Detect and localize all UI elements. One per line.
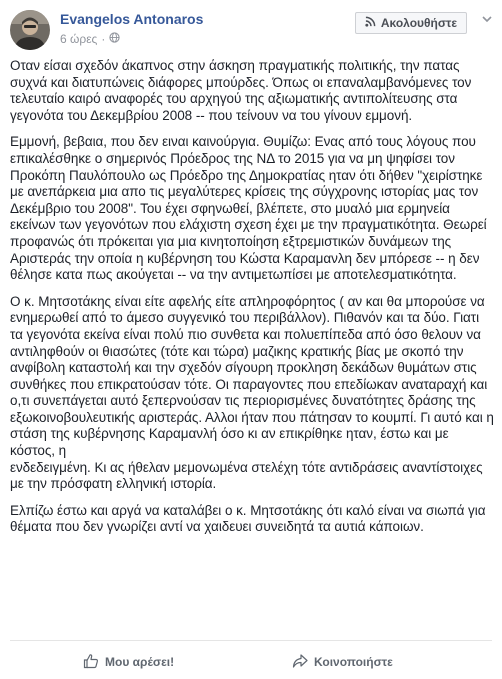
post-meta [60, 32, 120, 46]
post-timestamp[interactable]: 6 ώρες [60, 32, 98, 46]
post-paragraph: Ο κ. Μητσοτάκης είναι είτε αφελής είτε απληροφόρητος ( αν και θα μπορούσε να ενημερωθεί από το άμεσο συγγενικό του περιβάλλον). Πιθανόν και τα δύο. Γιατι τα γεγονότα εκείνα είναι πολύ πιο συνθετα και πολυεπίπεδα από όσο θελουν να αντιληφθούν οι θιασώτες (τότε και τώρα) μαζικης κρατικής βίας με σκοπό την ανφίβολη καταστολή και την σχεδόν σίγουρη προκληση δεκάδων θυμάτων στις συνθήκες που επικρατούσαν τότε. Οι παραγοντες που επεδίωκαν αναταραχή και ο,τι συνεπάγεται αυτό ξεπερνούσαν τις περιορισμένες δυνατότητες δράσης της εξωκοινοβουλευτικής αριστεράς. Αλλοι ήταν που πάτησαν το κουμπί. Γι αυτό και η στάση της κυβέρνησης Καραμανλή όσο κι αν επικρίθηκε ηταν, έστω και με κόστος, η [10, 293, 494, 459]
post-paragraph: Εμμονή, βεβαια, που δεν ειναι καινούργια. Θυμίζω: Ενας από τους λόγους που επικαλέσθηκε ο σημερινός Πρόεδρος της ΝΔ το 2015 για να μη ψηφίσει τον Προκόπη Παυλόπουλο ως Πρόεδρο της Δημοκρατίας ηταν ότι δήθεν "χειρίστηκε με ανεπάρκεια μια απο τις μεγαλύτερες κρίσεις της σύγχρονης ιστορίας μας τον Δεκέμβριο του 2008". Του έχει σφηνωθεί, βλέπετε, στο μυαλό μια ερμηνεία εκείνων των γεγονότων που ελάχιστη σχεση έχει με την πραγματικότητα. Θεωρεί προφανώς ότι πρόκειται για μια κινητοποίηση εξτρεμιστικών δυνάμεων της Αριστεράς την οποία η κυβέρνηση του Κώστα Καραμανλη δεν μπόρεσε -- η δεν θέλησε κατα πως ακούγεται -- να την αντιμετωπίσει με αποτελεσματικότητα. [10, 134, 487, 283]
post-actions-bar [0, 640, 502, 679]
separator-dot: · [101, 32, 106, 46]
rss-icon [365, 16, 376, 30]
share-button[interactable] [292, 653, 393, 671]
globe-icon[interactable] [109, 32, 120, 46]
share-icon [292, 653, 308, 672]
post-paragraph: ενδεδειγμένη. Κι ας ήθελαν μεμονωμένα στελέχη τότε αντιδράσεις αναντίστοιχες με την πρόσφατη ελληνική ιστορία. [10, 459, 483, 492]
post-paragraph: Ελπίζω έστω και αργά να καταλάβει ο κ. Μητσοτάκης ότι καλό είναι να σιωπά για θέματα που δεν γνωρίζει αντί να χαιδευει συνειδητά τα αυτιά κάποιων. [10, 502, 486, 535]
follow-label: Ακολουθήστε [380, 16, 458, 30]
like-button[interactable] [83, 653, 174, 671]
post-paragraph: Οταν είσαι σχεδόν άκαπνος στην άσκηση πραγματικής πολιτικής, την πατας συχνά και διατυπώνεις διάφορες μπούρδες. Όπως οι επαναλαμβανόμενες τον τελευταίο καιρό αναφορές του αρχηγού της αξιωματικής αντιπολίτευσης στα γεγονότα του Δεκεμβρίου 2008 -- που τείνουν να του γίνουν εμμονή. [10, 58, 472, 123]
divider [10, 640, 492, 641]
like-label: Μου αρέσει! [105, 655, 175, 669]
chevron-down-icon[interactable] [480, 12, 494, 26]
author-avatar[interactable] [10, 10, 50, 50]
share-label: Κοινοποιήστε [314, 655, 393, 669]
follow-button[interactable] [355, 12, 467, 34]
post-body [10, 58, 494, 546]
author-name[interactable]: Evangelos Antonaros [60, 11, 204, 27]
thumbs-up-icon [83, 653, 99, 672]
